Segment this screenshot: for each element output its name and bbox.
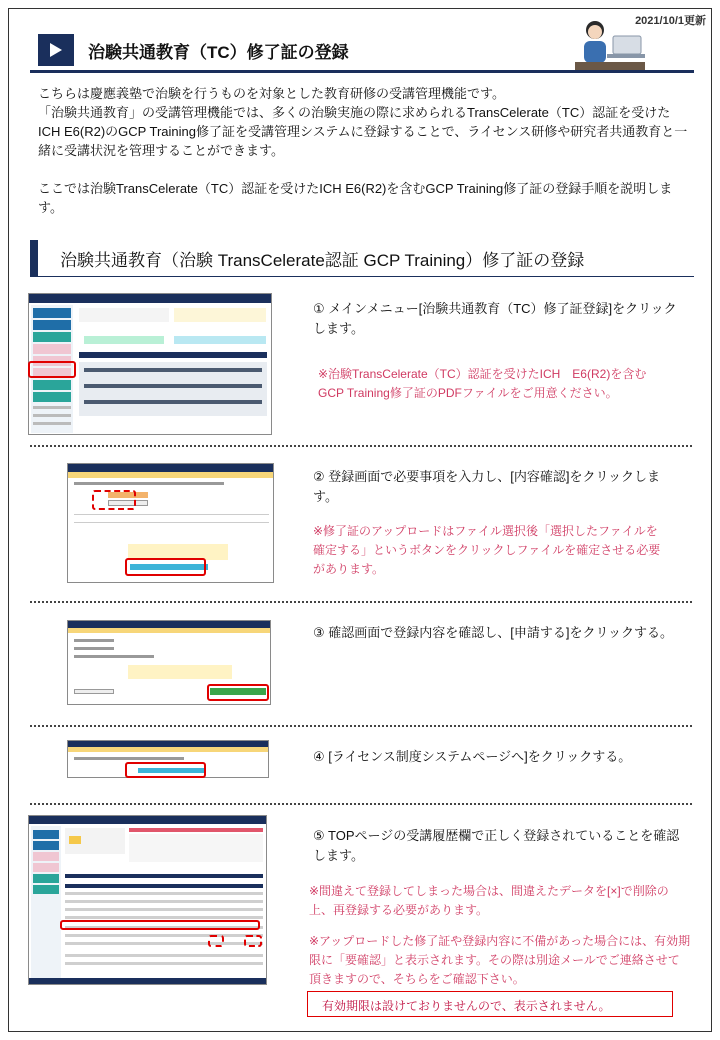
person-at-laptop-icon [575,18,645,70]
step1-menu-highlight [28,361,76,378]
step5-history-highlight [60,920,260,930]
step4-license-highlight [125,762,206,778]
intro-paragraph-1: こちらは慶應義塾で治験を行うものを対象とした教育研修の受講管理機能です。 [38,86,505,101]
divider-1 [30,445,692,447]
play-arrow-icon [50,43,62,57]
step1-note: ※治験TransCelerate（TC）認証を受けたICH E6(R2)を含むGCP Training修了証のPDFファイルをご用意ください。 [318,367,647,400]
intro-paragraph-3: ここでは治験TransCelerate（TC）認証を受けたICH E6(R2)を含むGCP Training修了証の登録手順を説明します。 [38,181,673,215]
section-title: 治験共通教育（治験 TransCelerate認証 GCP Training）修了証の登録 [60,251,585,270]
section-rule [30,276,694,277]
step2-confirm-highlight [125,558,206,576]
step2-upload-highlight [92,490,136,510]
divider-2 [30,601,692,603]
step2-text: ② 登録画面で必要事項を入力し、[内容確認]をクリックします。 [313,469,660,504]
step5-text: ⑤ TOPページの受講履歴欄で正しく登録されていることを確認します。 [313,828,680,863]
step5-note-1: ※間違えて登録してしまった場合は、間違えたデータを[×]で削除の上、再登録する必要があります。 [309,884,669,917]
section-bar [30,240,38,276]
intro-text [38,84,688,217]
header-arrow-box [38,34,74,66]
step2-note: ※修了証のアップロードはファイル選択後「選択したファイルを確定する」というボタンをクリックしファイルを確定させる必要があります。 [313,524,661,576]
step3-apply-highlight [207,684,269,701]
intro-paragraph-2: 「治験共通教育」の受講管理機能では、多くの治験実施の際に求められるTransCelerate（TC）認証を受けたICH E6(R2)のGCP Training修了証を受講管理システムに登録することで、ライセンス研修や研究者共通教育と一緒に受講状況を管理することができます。 [38,105,688,158]
divider-3 [30,725,692,727]
step4-text: ④ [ライセンス制度システムページへ]をクリックする。 [313,749,632,764]
update-date: 2021/10/1更新 [635,15,706,27]
header-rule [30,70,694,73]
step5-screenshot [28,815,267,985]
step5-note-2: ※アップロードした修了証や登録内容に不備があった場合には、有効期限に「要確認」と表示されます。その際は別途メールでご連絡させて頂きますので、そちらをご確認下さい。 [309,934,691,986]
step1-text: ① メインメニュー[治験共通教育（TC）修了証登録]をクリックします。 [313,301,677,336]
divider-4 [30,803,692,805]
page-title: 治験共通教育（TC）修了証の登録 [88,43,349,62]
step5-delete-highlight [208,935,224,947]
step5-expiry-highlight [244,935,262,947]
step3-text: ③ 確認画面で登録内容を確認し、[申請する]をクリックする。 [313,625,673,640]
expiry-notice-box: 有効期限は設けておりませんので、表示されません。 [307,991,673,1017]
